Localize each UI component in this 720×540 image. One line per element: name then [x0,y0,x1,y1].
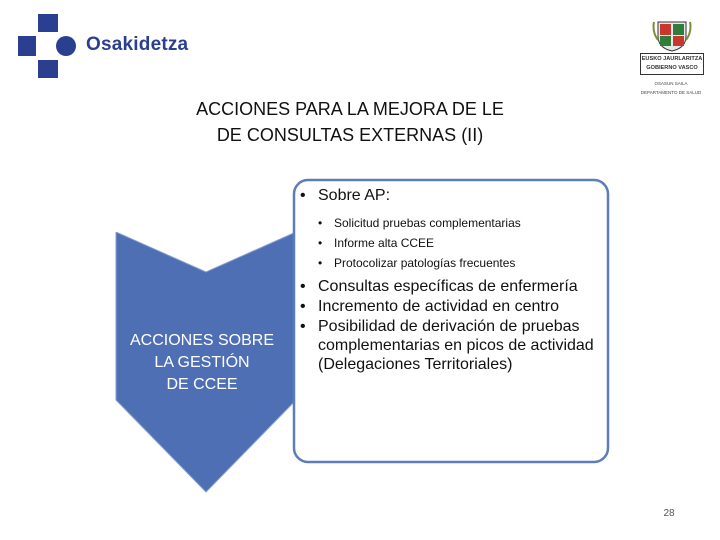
list-item-consultas [300,277,600,296]
list-item-text: Incremento de actividad en centro [318,298,560,315]
bullet: • [300,318,306,335]
chevron-label [116,330,288,396]
list-item-sobre-ap [300,186,600,205]
title-line-2: DE CONSULTAS EXTERNAS (II) [216,125,484,145]
list-item-text: Sobre AP: [318,187,391,204]
list-item-incremento [300,297,600,316]
chevron-label-line-3: DE CCEE [166,376,238,393]
bullet: • [300,278,306,295]
department-name [638,79,704,97]
slide-title [150,96,550,148]
chevron-label-line-2: LA GESTIÓN [154,354,250,371]
sub-item [300,213,600,233]
list-item-derivacion [300,317,600,374]
gov-line-3: OSASUN SAILA [654,81,688,86]
title-line-1: ACCIONES PARA LA MEJORA DE LE [196,99,504,119]
bullet: • [300,187,306,204]
page-number: 28 [663,508,675,519]
gov-line-4: DEPARTAMENTO DE SALUD [640,90,702,95]
chevron-label-line-1: ACCIONES SOBRE [129,332,275,349]
gobierno-vasco-logo [638,18,704,96]
bullet: • [318,236,323,250]
osakidetza-cross-icon [18,14,78,78]
list-item-text: Posibilidad de derivación de pruebas complementarias en picos de actividad (Delegaciones Territoriales) [318,318,594,373]
list-item-text: Consultas específicas de enfermería [318,278,578,295]
content-list [300,186,600,374]
sub-item-text: Solicitud pruebas complementarias [334,216,521,230]
sub-item [300,233,600,253]
sub-list [300,213,600,273]
sub-item-text: Protocolizar patologías frecuentes [334,256,516,270]
sub-item-text: Informe alta CCEE [334,236,435,250]
gov-line-1: EUSKO JAURLARITZA [641,56,703,62]
sub-item [300,253,600,273]
bullet: • [318,256,323,270]
brand-name: Osakidetza [86,34,189,55]
bullet: • [300,298,306,315]
government-name-box [640,53,704,75]
coat-of-arms-icon [652,18,692,52]
gov-line-2: GOBIERNO VASCO [646,65,698,71]
bullet: • [318,216,323,230]
osakidetza-logo [18,14,218,78]
